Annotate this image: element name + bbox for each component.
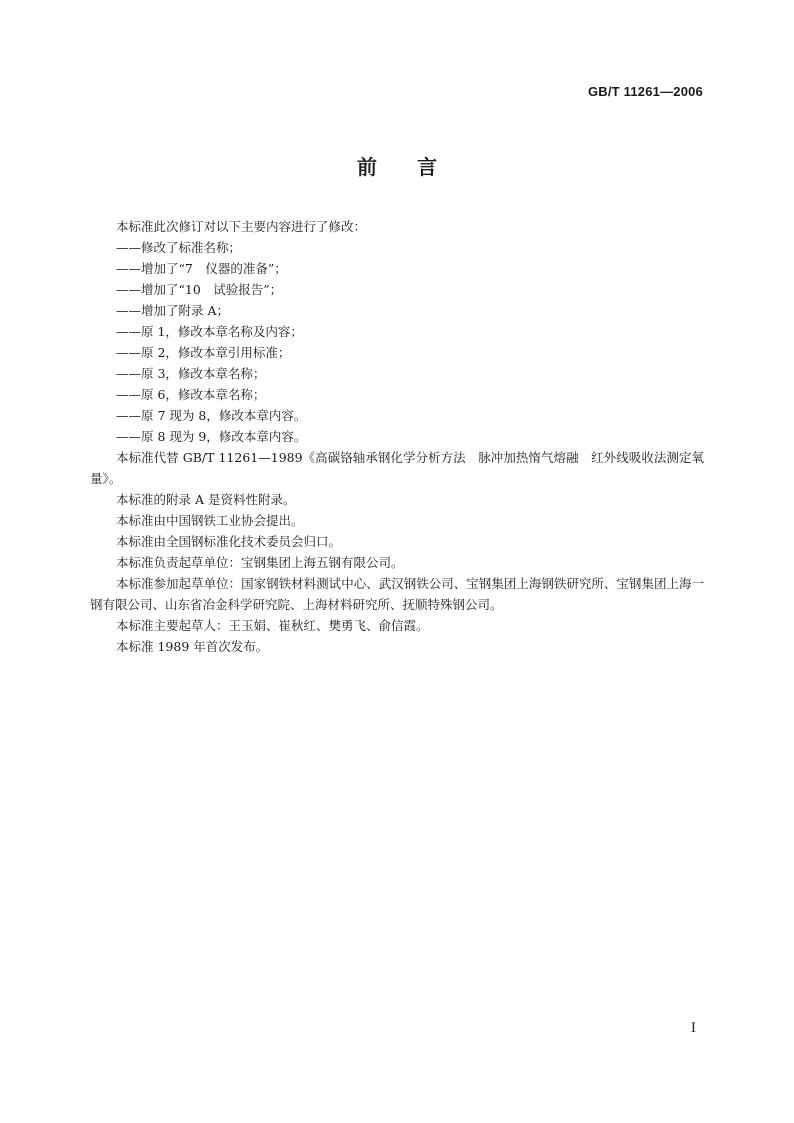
change-item: ——原 8 现为 9，修改本章内容。 xyxy=(116,429,307,444)
lead-drafter-paragraph: 本标准负责起草单位：宝钢集团上海五钢有限公司。 xyxy=(116,555,404,570)
change-item: ——原 2，修改本章引用标准； xyxy=(116,345,291,360)
change-item: ——原 6，修改本章名称； xyxy=(116,387,266,402)
change-item: ——增加了附录 A； xyxy=(116,303,230,318)
standard-code: GB/T 11261—2006 xyxy=(587,84,703,99)
change-item: ——修改了标准名称； xyxy=(116,240,242,255)
committee-paragraph: 本标准由全国钢标准化技术委员会归口。 xyxy=(116,534,342,549)
page-title: 前言 xyxy=(357,155,477,179)
replaces-paragraph: 本标准代替 GB/T 11261—1989《高碳铬轴承钢化学分析方法 脉冲加热惰气熔融 红外线吸收法测定氧量》。 xyxy=(90,450,704,486)
intro-paragraph: 本标准此次修订对以下主要内容进行了修改： xyxy=(116,219,367,234)
change-item: ——增加了“7 仪器的准备”； xyxy=(116,261,287,276)
proposer-paragraph: 本标准由中国钢铁工业协会提出。 xyxy=(116,513,304,528)
page-number: I xyxy=(690,1021,696,1036)
annex-paragraph: 本标准的附录 A 是资料性附录。 xyxy=(116,492,296,507)
change-item: ——原 7 现为 8，修改本章内容。 xyxy=(116,408,307,423)
change-item: ——增加了“10 试验报告”； xyxy=(116,282,283,297)
participating-drafters-paragraph: 本标准参加起草单位：国家钢铁材料测试中心、武汉钢铁公司、宝钢集团上海钢铁研究所、宝钢集团上海一钢有限公司、山东省冶金科学研究院、上海材料研究所、抚顺特殊钢公司。 xyxy=(90,576,704,612)
change-item: ——原 3，修改本章名称； xyxy=(116,366,266,381)
change-item: ——原 1，修改本章名称及内容； xyxy=(116,324,303,339)
foreword-body xyxy=(90,216,704,657)
first-issue-paragraph: 本标准 1989 年首次发布。 xyxy=(116,639,269,654)
main-drafters-paragraph: 本标准主要起草人：王玉娟、崔秋红、樊勇飞、俞信霞。 xyxy=(116,618,429,633)
